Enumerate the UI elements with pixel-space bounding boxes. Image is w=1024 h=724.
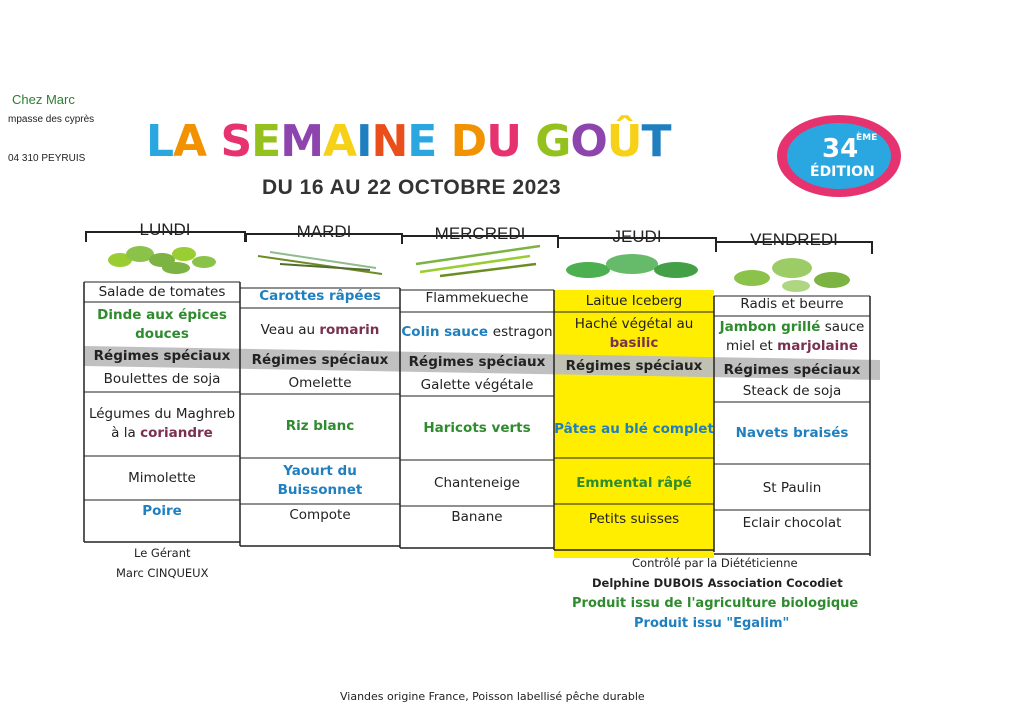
restaurant-name: Chez Marc (12, 92, 75, 107)
title-letter: S (220, 116, 252, 167)
title-letter: L (146, 116, 174, 167)
title-letter: A (173, 116, 207, 167)
lundi-special: Boulettes de soja (103, 370, 221, 387)
badge-label: ÉDITION (810, 164, 875, 180)
mercredi-fromage: Chanteneige (434, 474, 520, 491)
tarragon-illustration (416, 246, 540, 276)
title-letter (436, 116, 450, 167)
edition-badge (776, 114, 902, 198)
address-line-1: mpasse des cyprès (8, 114, 95, 125)
manager-title: Le Gérant (134, 546, 191, 560)
title-letter: U (486, 116, 521, 167)
menu-grid (80, 212, 880, 558)
lundi-dessert: Poire (142, 502, 182, 519)
title-letter: A (323, 116, 357, 167)
vendredi-dessert: Eclair chocolat (742, 514, 842, 531)
title-letter: E (407, 116, 437, 167)
mardi-dessert: Compote (289, 506, 351, 523)
lundi-special-header: Régimes spéciaux (93, 347, 231, 364)
basil-illustration (566, 254, 698, 278)
address-line-2: 04 310 PEYRUIS (8, 153, 86, 164)
vendredi-fromage: St Paulin (762, 479, 822, 496)
mardi-plat: Veau au romarin (260, 321, 380, 338)
title-letter: E (251, 116, 281, 167)
title-letter: D (450, 116, 487, 167)
vendredi-plat: Jambon grillé sauce miel et marjolaine (719, 319, 865, 354)
dietitian-name: Delphine DUBOIS Association Cocodiet (592, 576, 843, 590)
mercredi-special: Galette végétale (420, 376, 534, 393)
vendredi-special-header: Régimes spéciaux (723, 361, 861, 378)
vendredi-accompagnement: Navets braisés (735, 424, 849, 441)
mardi-special: Omelette (288, 374, 352, 391)
mercredi-special-header: Régimes spéciaux (408, 353, 546, 370)
day-jeudi: JEUDI (612, 227, 662, 246)
controlled-by: Contrôlé par la Diététicienne (632, 556, 798, 570)
jeudi-special-header: Régimes spéciaux (565, 357, 703, 374)
mercredi-dessert: Banane (451, 508, 503, 525)
mardi-accompagnement: Riz blanc (285, 417, 355, 434)
legend-bio: Produit issu de l'agriculture biologique (572, 596, 859, 611)
legend-egalim: Produit issu "Egalim" (634, 616, 790, 631)
origin-note: Viandes origine France, Poisson labellisé pêche durable (340, 690, 645, 703)
mardi-special-header: Régimes spéciaux (251, 351, 389, 368)
jeudi-fromage: Emmental râpé (576, 474, 692, 491)
day-vendredi: VENDREDI (750, 230, 838, 249)
mercredi-plat: Colin sauce estragon (401, 323, 553, 340)
day-mercredi: MERCREDI (434, 224, 526, 243)
vendredi-entree: Radis et beurre (740, 295, 844, 312)
title-letter: N (371, 116, 408, 167)
coriander-illustration (108, 246, 216, 274)
badge-number: 34 (822, 134, 859, 164)
mardi-entree: Carottes râpées (259, 287, 381, 304)
date-range: DU 16 AU 22 OCTOBRE 2023 (262, 176, 562, 199)
day-mardi: MARDI (296, 222, 352, 241)
lundi-entree: Salade de tomates (98, 283, 226, 300)
title-letter: M (280, 116, 323, 167)
marjoram-illustration (734, 258, 850, 292)
day-lundi: LUNDI (139, 220, 191, 239)
jeudi-accompagnement: Pâtes au blé complet (554, 420, 714, 437)
title-letter: Û (606, 116, 642, 167)
mercredi-entree: Flammekueche (425, 289, 529, 306)
vendredi-special: Steack de soja (742, 382, 842, 399)
rosemary-illustration (258, 252, 382, 274)
page-title (146, 116, 671, 167)
jeudi-entree: Laitue Iceberg (585, 292, 683, 309)
title-letter: O (570, 116, 607, 167)
jeudi-plat: Haché végétal au basilic (574, 316, 694, 351)
title-letter: G (535, 116, 571, 167)
lundi-fromage: Mimolette (128, 469, 196, 486)
manager-name: Marc CINQUEUX (116, 566, 209, 580)
mercredi-accompagnement: Haricots verts (423, 419, 531, 436)
lundi-plat: Dinde aux épices douces (97, 307, 227, 342)
mardi-fromage: Yaourt du Buissonnet (277, 463, 363, 498)
jeudi-dessert: Petits suisses (588, 510, 680, 527)
title-letter (206, 116, 220, 167)
badge-sup: ÈME (856, 133, 878, 143)
title-letter: I (356, 116, 372, 167)
title-letter (521, 116, 535, 167)
title-letter: T (641, 116, 671, 167)
lundi-accompagnement: Légumes du Maghreb à la coriandre (88, 406, 236, 441)
